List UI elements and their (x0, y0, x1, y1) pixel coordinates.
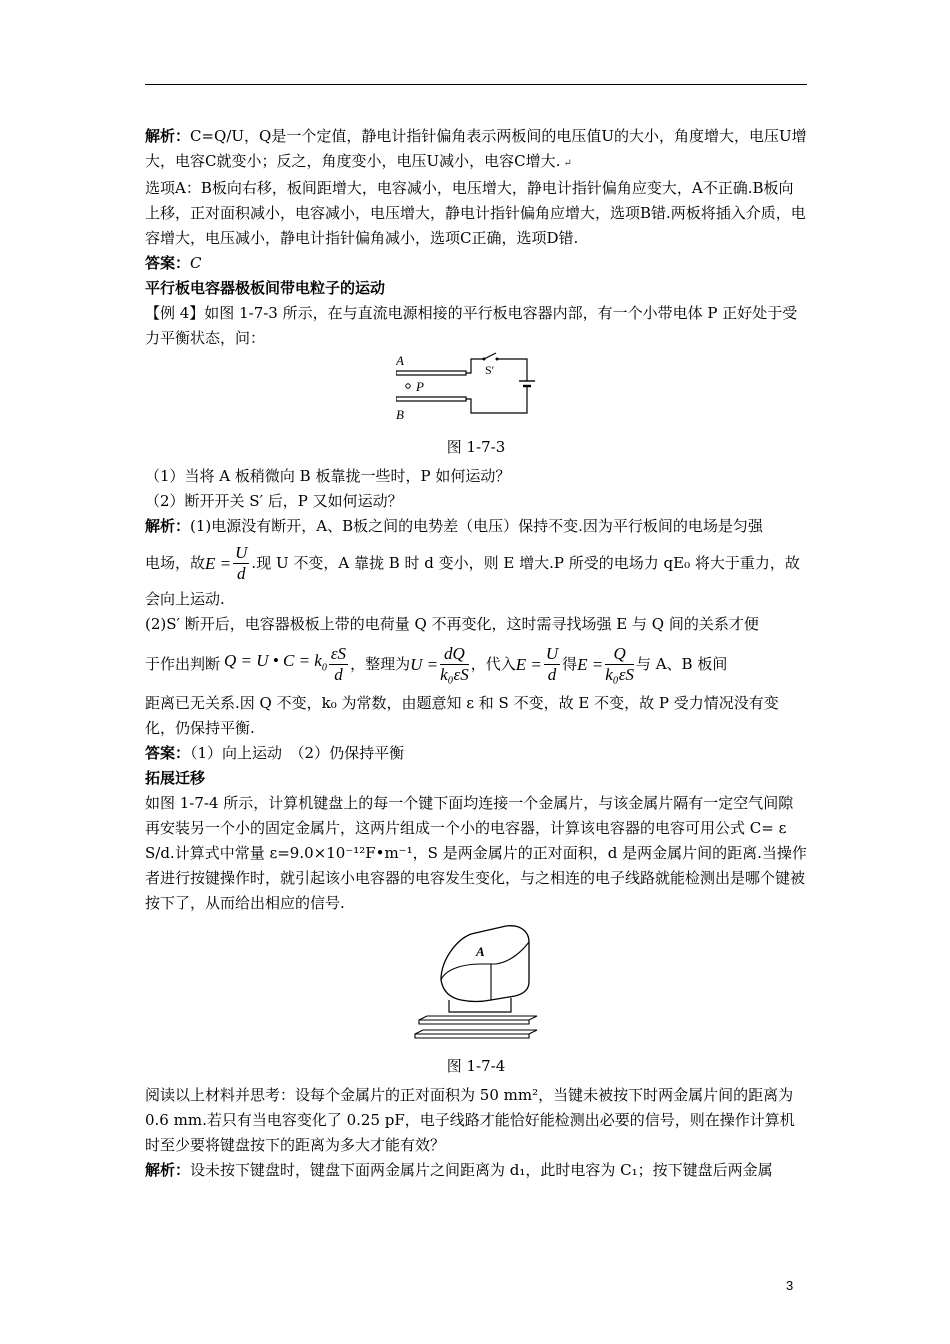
answer-1 (145, 251, 807, 276)
question-1: （1）当将 A 板稍微向 B 板靠拢一些时，P 如何运动？ (145, 467, 511, 485)
answer-label: 答案： (145, 744, 191, 762)
solution-label: 解析： (145, 127, 191, 145)
particle-p-label: P (416, 379, 424, 394)
fraction-q-over-k0es: $\frac{Q}{\text{k₀εS}}$ (605, 643, 634, 684)
capacitor-circuit-figure (396, 351, 556, 431)
solution-part-2: (2)S′ 断开后，电容器极板上带的电荷量 Q 不再变化，这时需寻找场强 E 与 Q 间的关系才便 (145, 615, 759, 633)
solution-text-end: 会向上运动. (145, 590, 225, 608)
solution-text: ，代入 (470, 654, 516, 673)
fraction-u-over-d: $\frac{U}{d}$ (545, 643, 559, 684)
options-text: 选项A：B板向右移，板间距增大，电容减小，电压增大，静电计指针偏角应变大，A不正确.B板向上移，正对面积减小，电容减小，电压增大，静电计指针偏角应增大，选项B错.两板将插入介质，电容增大，电压减小，静电计指针偏角减小，选项C正确，选项D错. (145, 179, 806, 247)
section-title-2: 拓展迁移 (145, 769, 206, 787)
example-4: 【例 4】如图 1-7-3 所示，在与直流电源相接的平行板电容器内部，有一个小带电体 P 正好处于受力平衡状态，问： (145, 304, 798, 347)
answer-value: C (190, 254, 202, 272)
solution-text: 电场，故 (145, 553, 206, 572)
formula-e-equals: E = (515, 654, 542, 674)
formula-e-equals: E = (577, 654, 604, 674)
key-a-label: A (476, 944, 485, 959)
formula-q-uc: Q = U • $C = k_0$ (224, 650, 327, 674)
answer-2 (145, 741, 807, 766)
fraction-dq-over-k0es: $\frac{dQ}{\text{k₀εS}}$ (440, 643, 469, 684)
final-solution (145, 1158, 807, 1183)
formula-e-equals: E = (205, 553, 232, 573)
figure-caption-2: 图 1-7-4 (446, 1057, 506, 1075)
solution-label: 解析： (145, 1161, 191, 1179)
solution-paragraph-1: 解析：C=Q/U，Q是一个定值，静电计指针偏角表示两板间的电压值U的大小，角度增大，电压U增大，电容C就变小；反之，角度变小，电压U减小，电容C增大. ↵ (145, 127, 807, 170)
document-body (145, 124, 807, 1183)
question-2: （2）断开开关 S′ 后，P 又如何运动？ (145, 492, 403, 510)
reading-question: 阅读以上材料并思考：设每个金属片的正对面积为 50 mm²，当键未被按下时两金属片间的距离为 0.6 mm.若只有当电容变化了 0.25 pF，电子线路才能恰好能检测出必要的信号，则在操作计算机时至少要将键盘按下的距离为多大才能有效？ (145, 1086, 795, 1154)
fraction-u-over-d: $\frac{U}{d}$ (235, 542, 248, 583)
solution-text: 与 A、B 板间 (635, 654, 728, 673)
solution-text-2: 距离已无关系.因 Q 不变，k₀ 为常数，由题意知 ε 和 S 不变，故 E 不变，故 P 受力情况没有变化，仍保持平衡. (145, 694, 779, 737)
section-title-1: 平行板电容器极板间带电粒子的运动 (145, 279, 386, 297)
solution-label: 解析： (145, 517, 191, 535)
figure-caption-1: 图 1-7-3 (446, 438, 506, 456)
answer-value: （1）向上运动 （2）仍保持平衡 (190, 744, 405, 762)
solution-formula-line-1 (145, 539, 807, 587)
header-rule (145, 84, 807, 85)
solution-text: .现 U 不变，A 靠拢 B 时 d 变小，则 E 增大.P 所受的电场力 qE₀ 将大于重力，故 (251, 553, 800, 572)
solution-part-1 (145, 514, 807, 539)
fraction-es-over-d: $\frac{\varepsilon S}{d}$ (330, 643, 347, 684)
page-number: 3 (786, 1278, 794, 1293)
solution-text: 设未按下键盘时，键盘下面两金属片之间距离为 d₁，此时电容为 C₁；按下键盘后两金属 (190, 1161, 773, 1179)
solution-paragraph-2 (145, 176, 807, 251)
switch-s-label: S′ (485, 363, 495, 377)
solution-formula-line-2 (145, 637, 807, 691)
solution-text: 于作出判断 (145, 654, 221, 673)
plate-a-label: A (396, 353, 404, 368)
answer-label: 答案： (145, 254, 191, 272)
extension-paragraph: 如图 1-7-4 所示，计算机键盘上的每一个键下面均连接一个金属片，与该金属片隔有一定空气间隙再安装另一个小的固定金属片，这两片组成一个小的电容器，计算该电容器的电容可用公式 C= ε S/d.计算式中常量 ε=9.0×10⁻¹²F•m⁻¹，S 是两金属片的正对面积，d 是两金属片间的距离.当操作者进行按键操作时，就引起该小电容器的电容发生变化，与之相连的电子线路就能检测出是哪个键被按下了，从而给出相应的信号. (145, 794, 807, 912)
solution-text: 得 (562, 654, 578, 673)
keyboard-key-figure (411, 920, 541, 1050)
solution-text: C=Q/U，Q是一个定值，静电计指针偏角表示两板间的电压值U的大小，角度增大，电压U增大，电容C就变小；反之，角度变小，电压U减小，电容C增大. (145, 127, 807, 170)
plate-b-label: B (396, 407, 404, 422)
formula-u-equals: U = (410, 654, 439, 674)
solution-text: ，整理为 (350, 654, 411, 673)
solution-text: (1)电源没有断开，A、B板之间的电势差（电压）保持不变.因为平行板间的电场是匀强 (190, 517, 763, 535)
